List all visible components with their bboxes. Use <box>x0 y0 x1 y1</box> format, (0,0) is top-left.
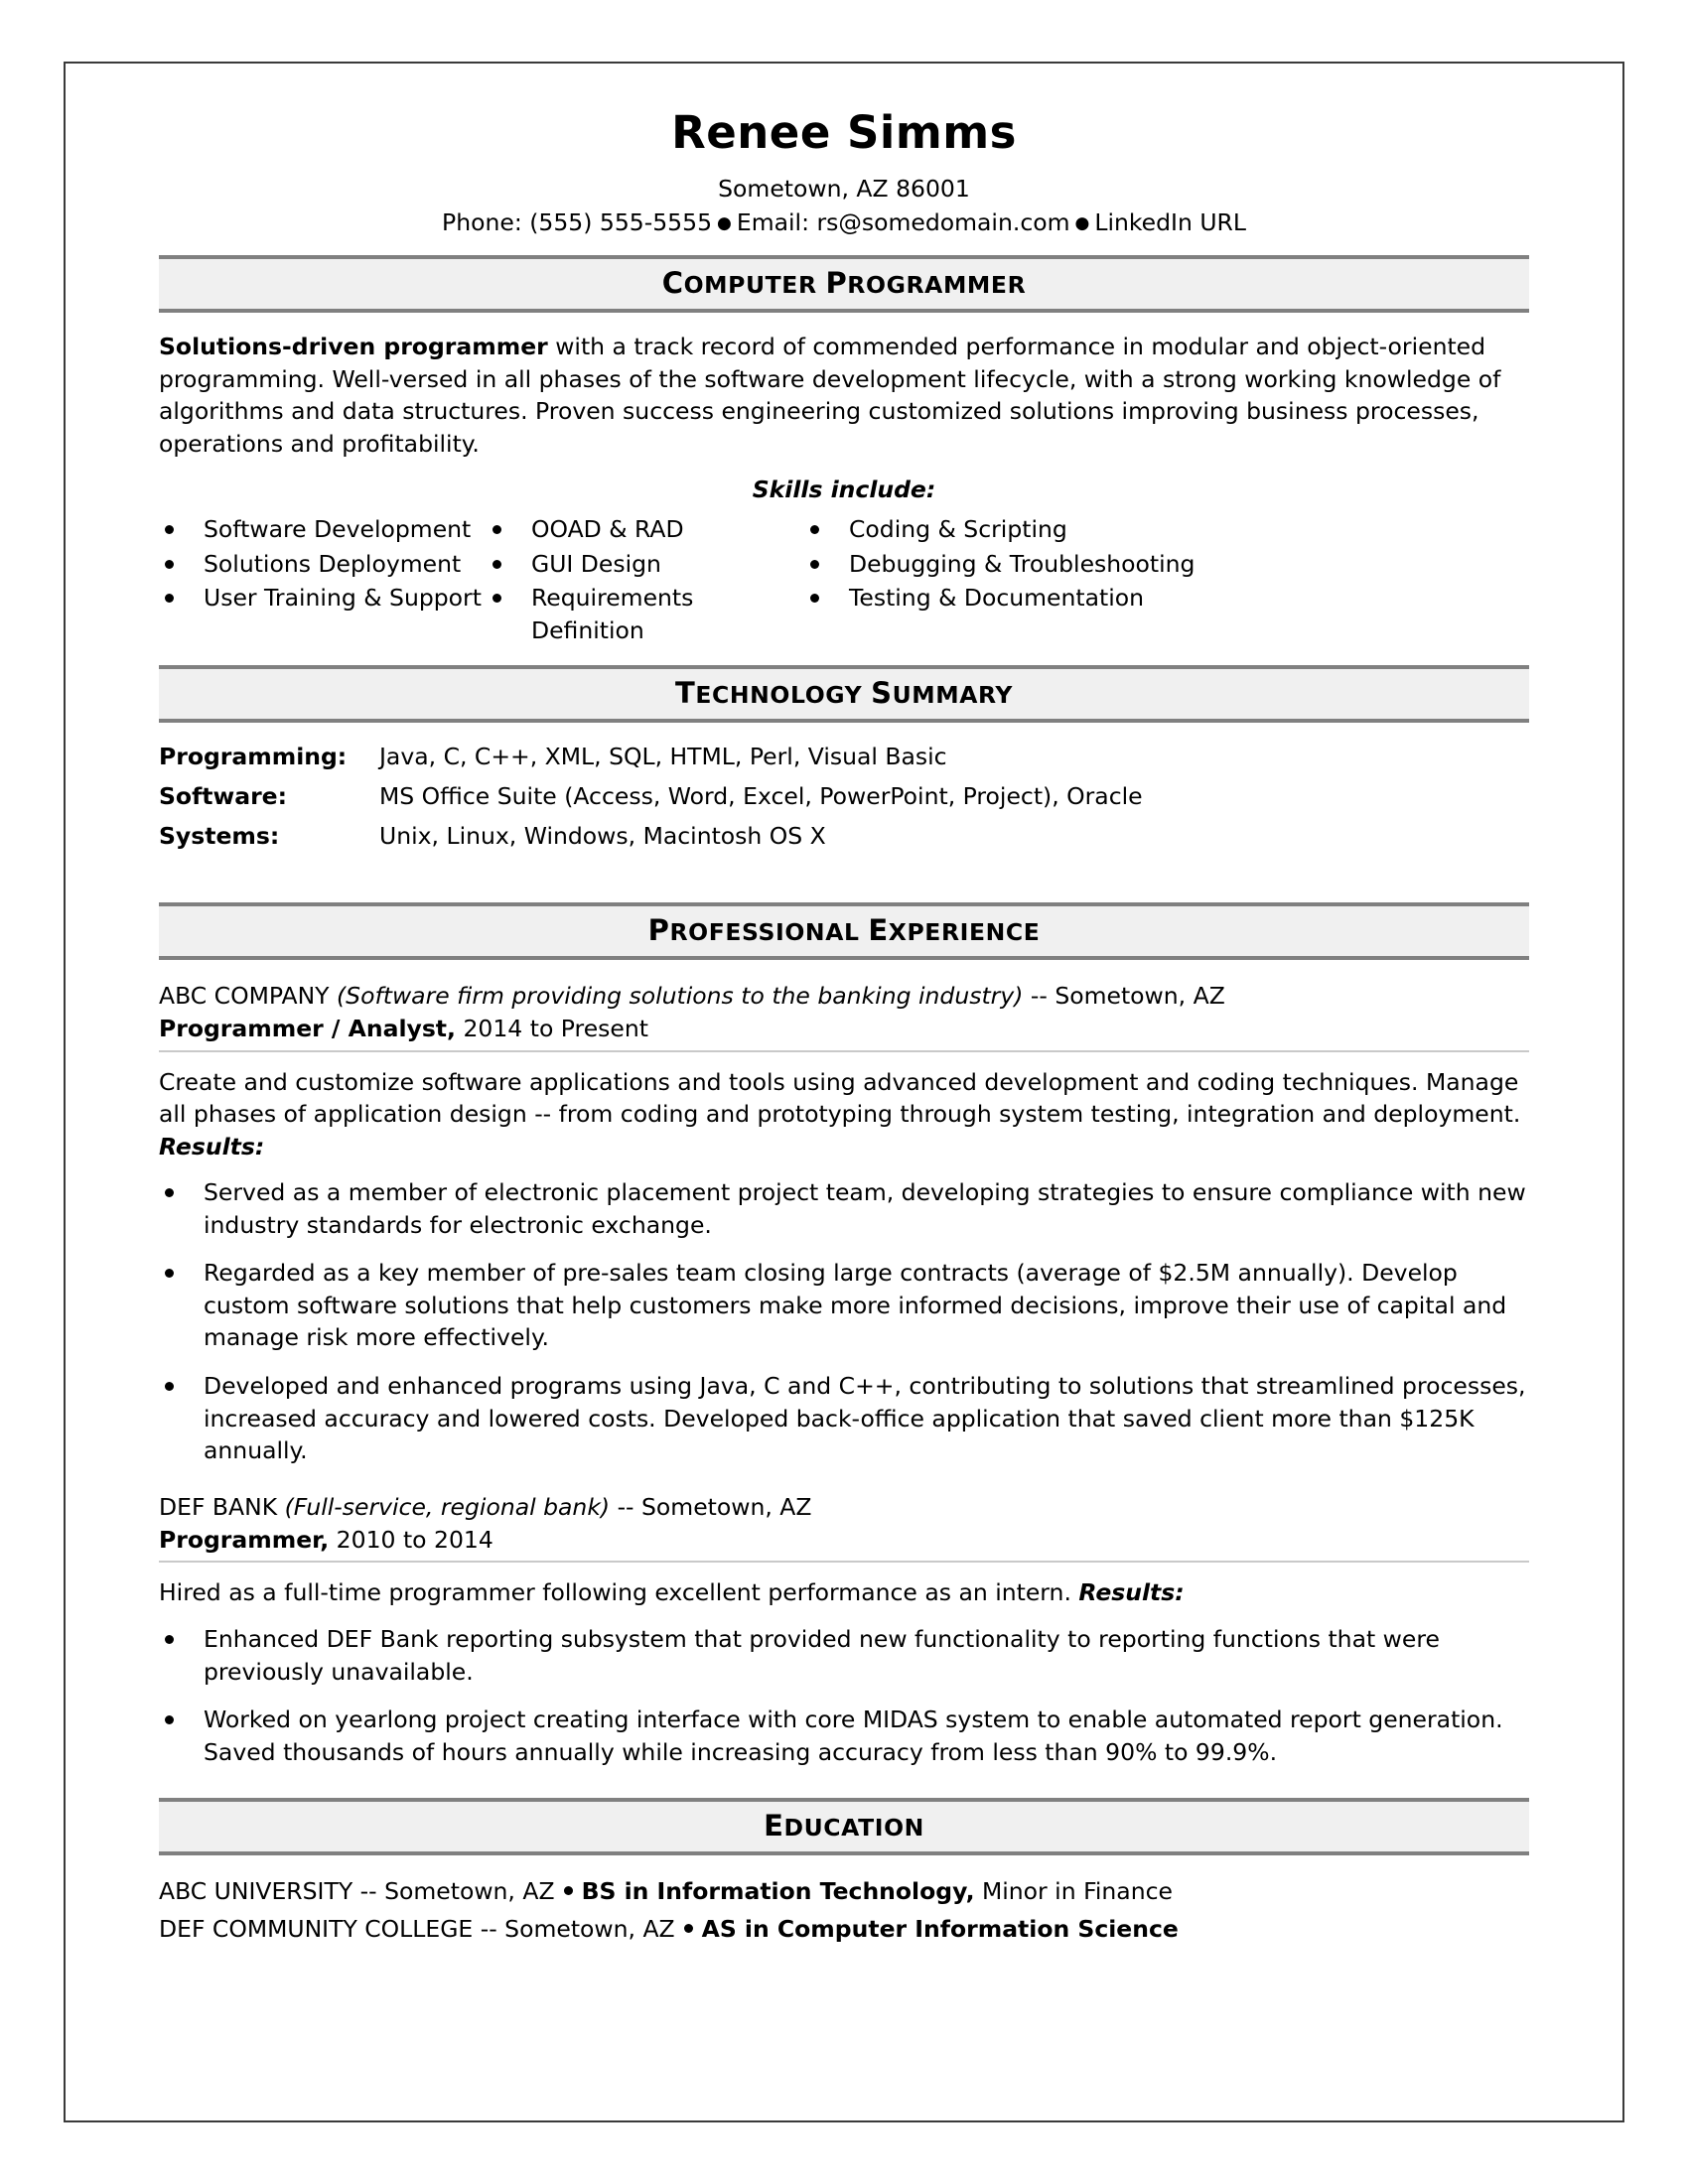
job-bullet-list <box>159 1623 1529 1768</box>
list-item <box>165 1704 1529 1768</box>
technology-value: Java, C, C++, XML, SQL, HTML, Perl, Visual Basic <box>379 742 947 770</box>
bullet-icon <box>165 1635 174 1644</box>
company-location: -- Sometown, AZ <box>610 1492 812 1521</box>
skills-include-heading: Skills include: <box>752 476 936 504</box>
company-name: DEF BANK <box>159 1492 285 1521</box>
list-item <box>165 1623 1529 1688</box>
experience-entry <box>159 1491 1529 1769</box>
job-intro <box>159 1066 1529 1163</box>
skill-label: Solutions Deployment <box>204 549 462 578</box>
skill-item <box>165 582 492 649</box>
job-dates: 2014 to Present <box>455 1014 648 1042</box>
list-item <box>165 1257 1529 1354</box>
job-intro-text: Create and customize software applications and tools using advanced development and coding techniques. Manage all phases of application design -- from coding and prototyping through system testing, integration and deployment. <box>159 1067 1521 1129</box>
skill-item <box>492 548 810 582</box>
bullet-icon <box>165 1382 174 1391</box>
technology-value: Unix, Linux, Windows, Macintosh OS X <box>379 822 826 851</box>
education-entry <box>159 1871 1529 1909</box>
email-text: Email: rs@somedomain.com <box>736 207 1070 236</box>
summary-text: with a track record of commended performance in modular and object-oriented programming. Well-versed in all phases of the software development lifecycle, with a strong working knowledge of algorithms and data structures. Proven success engineering customized solutions improving business processes, operations and profitability. <box>159 332 1501 458</box>
bullet-icon <box>165 560 174 569</box>
contact-line <box>159 206 1529 239</box>
skill-label: GUI Design <box>531 549 661 578</box>
summary-paragraph <box>159 331 1529 460</box>
section-header-computer-programmer <box>159 255 1529 313</box>
section-title-text: TECHNOLOGY SUMMARY <box>674 675 1014 710</box>
technology-label: Programming: <box>159 742 348 770</box>
company-descriptor: (Software firm providing solutions to the banking industry) <box>337 981 1024 1010</box>
bullet-text: Served as a member of electronic placement project team, developing strategies to ensure compliance with new industry standards for electronic exchange. <box>204 1178 1526 1239</box>
list-item <box>165 1370 1529 1467</box>
skill-item <box>492 582 810 649</box>
skill-item <box>810 582 1529 649</box>
bullet-text: Developed and enhanced programs using Java, C and C++, contributing to solutions that streamlined processes, increased accuracy and lowered costs. Developed back-office application that saved client more than $125K annually. <box>204 1372 1526 1465</box>
section-header-professional-experience <box>159 902 1529 960</box>
bullet-icon <box>165 594 174 603</box>
bullet-icon <box>810 525 819 534</box>
results-label: Results: <box>159 1132 265 1160</box>
job-company-line <box>159 980 1529 1013</box>
education-entry <box>159 1909 1529 1947</box>
section-title-text: EDUCATION <box>764 1809 924 1843</box>
bullet-icon <box>165 1269 174 1278</box>
bullet-icon <box>165 1715 174 1724</box>
skill-label: Testing & Documentation <box>849 583 1145 612</box>
job-title: Programmer, <box>159 1525 330 1554</box>
skill-item <box>810 548 1529 582</box>
skill-label: Debugging & Troubleshooting <box>849 549 1196 578</box>
education-list <box>159 1871 1529 1947</box>
skill-label: Requirements Definition <box>531 583 694 645</box>
summary-lead: Solutions-driven programmer <box>159 332 548 360</box>
bullet-separator-icon: ● <box>1074 213 1090 234</box>
skill-item <box>165 548 492 582</box>
bullet-text: Enhanced DEF Bank reporting subsystem that provided new functionality to reporting functions that were previously unavailable. <box>204 1624 1440 1686</box>
results-label: Results: <box>1078 1578 1185 1607</box>
job-title-line <box>159 1013 1529 1050</box>
skill-label: Coding & Scripting <box>849 515 1067 544</box>
technology-label: Systems: <box>159 822 280 851</box>
skill-item <box>492 513 810 547</box>
section-header-education <box>159 1798 1529 1855</box>
technology-row <box>159 780 1529 820</box>
skills-grid <box>159 513 1529 648</box>
resume-content <box>66 64 1622 1947</box>
resume-page <box>64 62 1624 2122</box>
company-location: -- Sometown, AZ <box>1023 981 1225 1010</box>
technology-rows <box>159 741 1529 861</box>
phone-text: Phone: (555) 555-5555 <box>442 207 713 236</box>
degree-extra: Minor in Finance <box>974 1877 1173 1906</box>
skill-label: OOAD & RAD <box>531 515 684 544</box>
job-bullet-list <box>159 1176 1529 1466</box>
section-title-text: PROFESSIONAL EXPERIENCE <box>647 912 1041 947</box>
bullet-icon <box>810 594 819 603</box>
job-divider <box>159 1561 1529 1563</box>
section-title-text: COMPUTER PROGRAMMER <box>661 265 1027 300</box>
section-header-technology-summary <box>159 665 1529 723</box>
school-name: ABC UNIVERSITY -- Sometown, AZ <box>159 1877 555 1906</box>
bullet-text: Regarded as a key member of pre-sales team closing large contracts (average of $2.5M annually). Develop custom software solutions that help customers make more informed decisions, improve their use of capital and manage risk more effectively. <box>204 1259 1507 1352</box>
candidate-name: Renee Simms <box>671 106 1017 159</box>
bullet-icon <box>492 525 501 534</box>
bullet-separator-icon <box>564 1886 573 1895</box>
experience-entry <box>159 980 1529 1467</box>
bullet-icon <box>492 594 501 603</box>
technology-row <box>159 820 1529 860</box>
technology-label: Software: <box>159 782 288 811</box>
company-name: ABC COMPANY <box>159 981 337 1010</box>
degree-name: BS in Information Technology, <box>581 1877 975 1906</box>
bullet-icon <box>492 560 501 569</box>
job-dates: 2010 to 2014 <box>329 1525 493 1554</box>
candidate-location: Sometown, AZ 86001 <box>718 175 970 204</box>
job-intro <box>159 1576 1529 1609</box>
job-intro-text: Hired as a full-time programmer following excellent performance as an intern. <box>159 1578 1079 1607</box>
bullet-separator-icon: ● <box>717 213 732 234</box>
degree-name: AS in Computer Information Science <box>701 1914 1179 1943</box>
bullet-icon <box>810 560 819 569</box>
bullet-icon <box>165 1188 174 1197</box>
skill-item <box>165 513 492 547</box>
job-divider <box>159 1050 1529 1052</box>
bullet-separator-icon <box>684 1924 693 1933</box>
list-item <box>165 1176 1529 1241</box>
job-title-line <box>159 1524 1529 1562</box>
technology-value: MS Office Suite (Access, Word, Excel, PowerPoint, Project), Oracle <box>379 782 1143 811</box>
bullet-icon <box>165 525 174 534</box>
linkedin-text: LinkedIn URL <box>1094 207 1246 236</box>
job-title: Programmer / Analyst, <box>159 1014 456 1042</box>
school-name: DEF COMMUNITY COLLEGE -- Sometown, AZ <box>159 1914 675 1943</box>
technology-row <box>159 741 1529 780</box>
skill-label: User Training & Support <box>204 583 482 612</box>
skill-label: Software Development <box>204 515 472 544</box>
skill-item <box>810 513 1529 547</box>
bullet-text: Worked on yearlong project creating interface with core MIDAS system to enable automated report generation. Saved thousands of hours annually while increasing accuracy from less than 90% to 99.9%. <box>204 1706 1503 1766</box>
company-descriptor: (Full-service, regional bank) <box>284 1492 611 1521</box>
job-company-line <box>159 1491 1529 1524</box>
